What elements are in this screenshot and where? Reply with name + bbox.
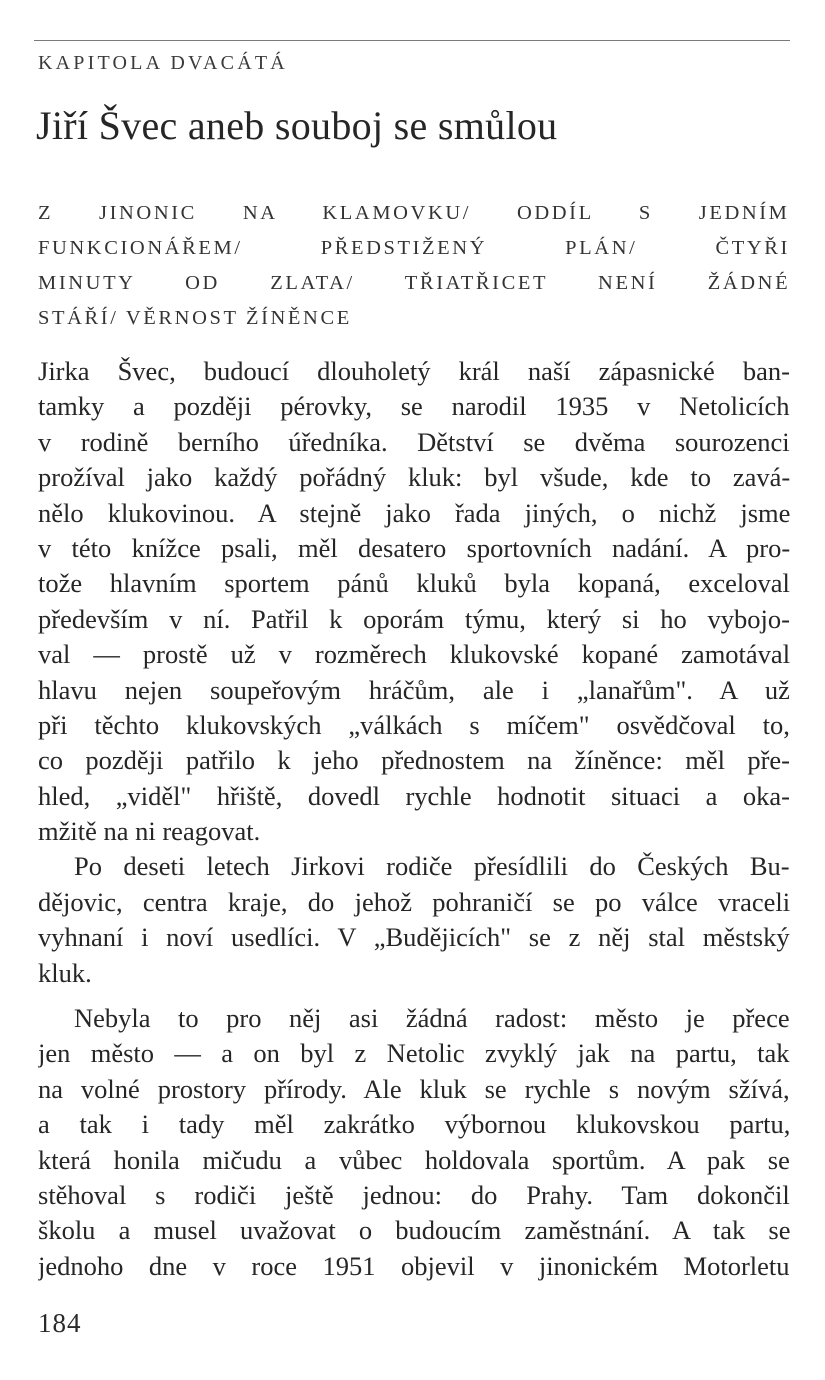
text-line: Jirka Švec, budoucí dlouholetý král naší zápasnické ban- [38, 356, 790, 386]
text-line: jednoho dne v roce 1951 objevil v jinonickém Motorletu [38, 1250, 790, 1281]
text-line: nělo klukovinou. A stejně jako řada jiných, o nichž jsme [38, 497, 790, 528]
text-line: Nebyla to pro něj asi žádná radost: město je přece [74, 1003, 790, 1034]
text-line: Po deseti letech Jirkovi rodiče přesídlili do Českých Bu- [74, 851, 790, 882]
synopsis-line: FUNKCIONÁŘEM/ PŘEDSTIŽENÝ PLÁN/ ČTYŘI [38, 237, 790, 259]
chapter-label: KAPITOLA DVACÁTÁ [38, 52, 288, 74]
body-text [38, 354, 790, 1284]
text-line: kluk. [38, 957, 92, 988]
text-line: co později patřilo k jeho přednostem na žíněnce: měl pře- [38, 745, 790, 776]
text-line: školu a musel uvažovat o budoucím zaměstnání. A tak se [38, 1215, 790, 1246]
paragraph [38, 1001, 790, 1284]
synopsis-line: STÁŘÍ/ VĚRNOST ŽÍNĚNCE [38, 307, 352, 329]
text-line: prožíval jako každý pořádný kluk: byl všude, kde to zavá- [38, 462, 790, 493]
text-line: tože hlavním sportem pánů kluků byla kopaná, exceloval [38, 568, 790, 599]
page-number: 184 [38, 1308, 82, 1338]
text-line: hlavu nejen soupeřovým hráčům, ale i „lanařům". A už [38, 674, 790, 705]
text-line: hled, „viděl" hřiště, dovedl rychle hodnotit situaci a oka- [38, 780, 790, 811]
chapter-synopsis [38, 196, 790, 336]
text-line: na volné prostory přírody. Ale kluk se rychle s novým sžívá, [38, 1073, 790, 1104]
text-line: mžitě na ni reagovat. [38, 816, 261, 847]
header-rule [34, 40, 790, 41]
paragraph [38, 354, 790, 849]
synopsis-line: MINUTY OD ZLATA/ TŘIATŘICET NENÍ ŽÁDNÉ [38, 272, 791, 294]
text-line: především v ní. Patřil k oporám týmu, který si ho vybojo- [38, 603, 790, 634]
text-line: vyhnaní i noví usedlíci. V „Budějicích" se z něj stal městský [38, 922, 790, 953]
paragraph-gap [38, 991, 790, 1001]
text-line: při těchto klukovských „válkách s míčem" osvědčoval to, [38, 709, 790, 740]
text-line: tamky a později pérovky, se narodil 1935 v Netolicích [38, 391, 790, 422]
text-line: v této knížce psali, měl desatero sportovních nadání. A pro- [38, 532, 790, 563]
text-line: jen město — a on byl z Netolic zvyklý jak na partu, tak [38, 1038, 790, 1069]
text-line: stěhoval s rodiči ještě jednou: do Prahy. Tam dokončil [38, 1179, 790, 1210]
text-line: v rodině berního úředníka. Dětství se dvěma sourozenci [38, 426, 790, 457]
text-line: která honila mičudu a vůbec holdovala sportům. A pak se [38, 1144, 790, 1175]
text-line: a tak i tady měl zakrátko výbornou klukovskou partu, [38, 1109, 790, 1140]
synopsis-line: Z JINONIC NA KLAMOVKU/ ODDÍL S JEDNÍM [38, 202, 790, 224]
text-line: dějovic, centra kraje, do jehož pohraničí se po válce vraceli [38, 886, 790, 917]
chapter-title: Jiří Švec aneb souboj se smůlou [36, 103, 558, 148]
text-line: val — prostě už v rozměrech klukovské kopané zamotával [38, 639, 790, 670]
paragraph [38, 849, 790, 991]
